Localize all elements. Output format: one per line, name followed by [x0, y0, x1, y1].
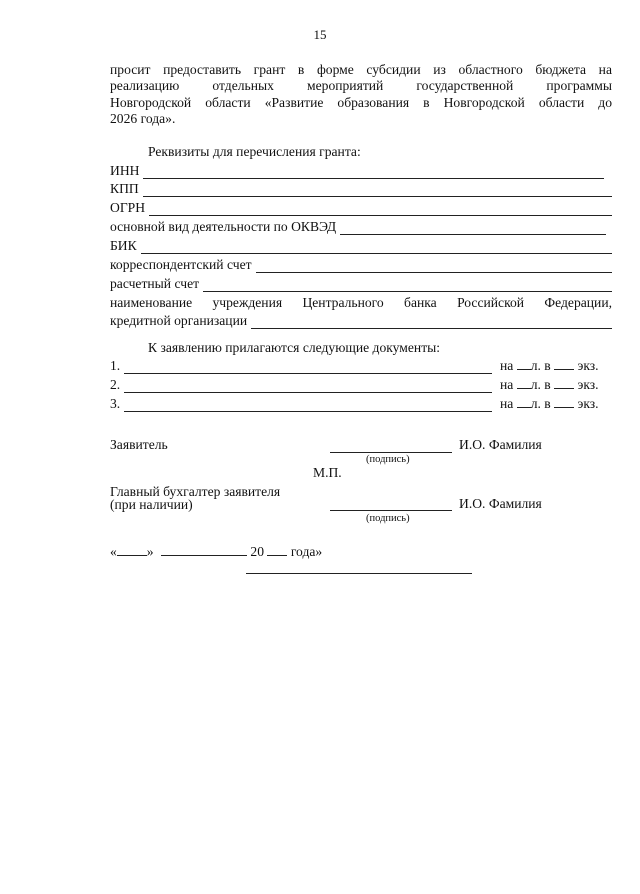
account-blank[interactable] [203, 279, 612, 292]
kpp-blank[interactable] [143, 184, 612, 197]
applicant-signature-caption: (подпись) [366, 454, 410, 465]
okved-blank[interactable] [340, 222, 606, 235]
document-row-2[interactable] [110, 377, 610, 393]
date-open-quote: « [110, 544, 117, 559]
document-row-3[interactable] [110, 396, 610, 412]
closing-rule [246, 572, 472, 574]
doc-1-blank[interactable] [124, 361, 492, 374]
accountant-label-2: (при наличии) [110, 497, 193, 512]
document-row-1[interactable] [110, 358, 610, 374]
corr-account-field[interactable] [110, 257, 612, 273]
bik-blank[interactable] [141, 241, 612, 254]
year-blank[interactable] [267, 543, 287, 556]
okved-label: основной вид деятельности по ОКВЭД [110, 219, 337, 234]
doc-1-tail: на л. в экз. [500, 358, 599, 373]
intro-line-3: Новгородской области «Развитие образования в Новгородской области до [110, 94, 612, 110]
requisites-heading: Реквизиты для перечисления гранта: [148, 144, 361, 159]
kpp-field[interactable] [110, 181, 612, 197]
year-suffix: года» [290, 544, 323, 559]
corr-account-blank[interactable] [256, 260, 612, 273]
doc-3-blank[interactable] [124, 399, 492, 412]
accountant-label-1: Главный бухгалтер заявителя [110, 484, 281, 499]
stamp-place: М.П. [313, 465, 342, 480]
doc-1-num: 1. [110, 358, 121, 373]
date-close-quote: » [146, 544, 154, 559]
doc-3-num: 3. [110, 396, 121, 411]
kpp-label: КПП [110, 181, 139, 196]
page-number: 15 [313, 27, 327, 42]
year-prefix: 20 [250, 544, 264, 559]
corr-account-label: корреспондентский счет [110, 257, 252, 272]
intro-line-4: 2026 года». [110, 110, 176, 126]
applicant-label: Заявитель [110, 437, 168, 452]
day-blank[interactable] [117, 543, 147, 556]
applicant-name: И.О. Фамилия [459, 437, 542, 452]
ogrn-blank[interactable] [149, 203, 612, 216]
doc-2-num: 2. [110, 377, 121, 392]
inn-label: ИНН [110, 163, 140, 178]
account-field[interactable] [110, 276, 612, 292]
intro-line-2: реализацию отдельных мероприятий государственной программы [110, 78, 612, 94]
doc-2-tail: на л. в экз. [500, 377, 599, 392]
ogrn-label: ОГРН [110, 200, 146, 215]
doc-2-blank[interactable] [124, 380, 492, 393]
bik-label: БИК [110, 238, 137, 253]
accountant-signature-caption: (подпись) [366, 513, 410, 524]
ogrn-field[interactable] [110, 200, 612, 216]
account-label: расчетный счет [110, 276, 200, 291]
okved-field[interactable] [110, 219, 606, 235]
inn-blank[interactable] [143, 166, 604, 179]
bank-name-label: кредитной организации [110, 313, 248, 328]
intro-paragraph [110, 62, 612, 127]
doc-3-tail: на л. в экз. [500, 396, 599, 411]
month-blank[interactable] [161, 543, 247, 556]
date-line[interactable] [110, 543, 322, 560]
accountant-name: И.О. Фамилия [459, 496, 542, 511]
intro-line-1: просит предоставить грант в форме субсидии из областного бюджета на [110, 62, 612, 77]
bik-field[interactable] [110, 238, 612, 254]
inn-field[interactable] [110, 163, 604, 179]
documents-heading: К заявлению прилагаются следующие документы: [148, 340, 441, 355]
bank-name-line-1: наименование учреждения Центрального банка Российской Федерации, [110, 295, 612, 310]
bank-name-field[interactable] [110, 313, 612, 329]
bank-name-blank[interactable] [251, 316, 612, 329]
